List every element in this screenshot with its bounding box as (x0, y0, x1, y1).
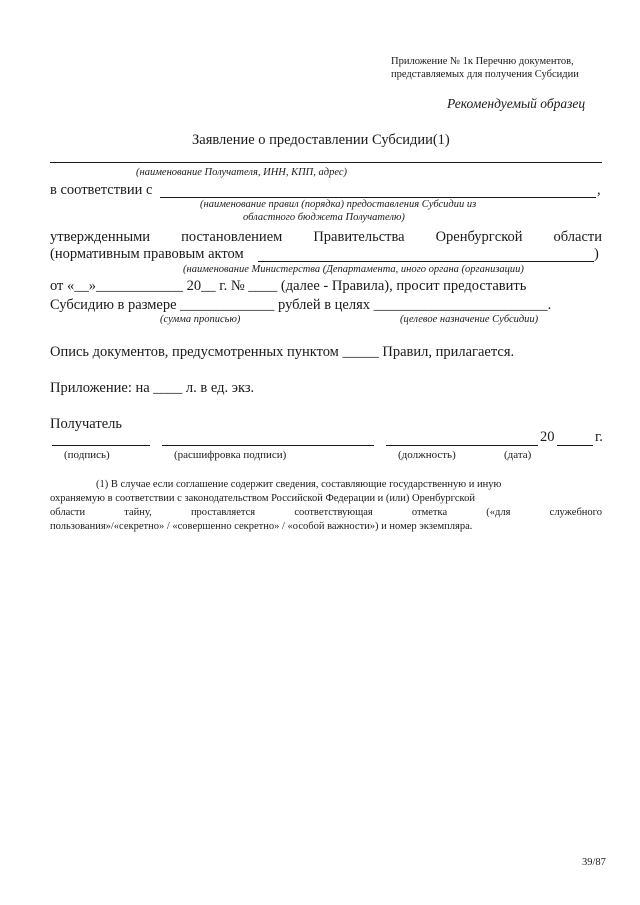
document-title: Заявление о предоставлении Субсидии(1) (192, 132, 450, 148)
date-caption: (дата) (504, 449, 532, 461)
footnote-line4: пользования»/«секретно» / «совершенно секретно» / «особой важности») и номер экземпляра. (50, 521, 473, 532)
year-fill-line (557, 445, 593, 446)
position-caption: (должность) (398, 449, 456, 461)
subsidy-amount-line: Субсидию в размере _____________ рублей в целях ________________________. (50, 297, 552, 313)
decoding-line (162, 445, 374, 446)
position-date-line (386, 445, 538, 446)
recipient-label: Получатель (50, 416, 122, 432)
attachment-line: Приложение: на ____ л. в ед. экз. (50, 380, 255, 396)
ministry-fill-line (258, 261, 594, 262)
in-accordance-label: в соответствии с (50, 182, 153, 198)
approved-word-2: постановлением (181, 229, 283, 245)
signature-line (52, 445, 150, 446)
close-paren: ) (594, 246, 599, 262)
recommended-sample-label: Рекомендуемый образец (447, 96, 586, 111)
recipient-fill-line (50, 162, 602, 163)
page-number: 39/87 (582, 857, 606, 868)
year-suffix: г. (595, 429, 603, 445)
purpose-caption: (целевое назначение Субсидии) (400, 314, 539, 325)
year-prefix: 20 (540, 429, 555, 445)
footnote-word-5: отметка (411, 507, 448, 518)
footnote-word-4: соответствующая (294, 507, 373, 518)
rules-caption-line1: (наименование правил (порядка) предоставления Субсидии из (200, 199, 477, 210)
normative-act-label: (нормативным правовым актом (50, 246, 244, 262)
approved-line (50, 229, 602, 246)
recipient-caption: (наименование Получателя, ИНН, КПП, адрес) (136, 167, 348, 178)
footnote-word-2: тайну, (124, 507, 152, 518)
approved-word-3: Правительства (313, 229, 405, 245)
footnote-line3 (50, 506, 602, 520)
footnote-line2: охраняемую в соответствии с законодательством Российской Федерации и (или) Оренбургской (50, 493, 475, 504)
inventory-line: Опись документов, предусмотренных пунктом _____ Правил, прилагается. (50, 344, 515, 360)
rules-fill-line (160, 197, 596, 198)
date-number-line: от «__»____________ 20__ г. № ____ (далее - Правила), просит предоставить (50, 278, 527, 294)
comma: , (597, 182, 601, 198)
approved-word-4: Оренбургской (435, 229, 523, 245)
approved-word-1: утвержденными (50, 229, 151, 245)
footnote-word-7: служебного (549, 507, 602, 518)
rules-caption-line2: областного бюджета Получателю) (243, 212, 405, 223)
signature-caption: (подпись) (64, 449, 110, 461)
footnote-line1: (1) В случае если соглашение содержит сведения, составляющие государственную и иную (96, 479, 502, 490)
footnote-word-3: проставляется (190, 507, 256, 518)
amount-in-words-caption: (сумма прописью) (160, 314, 241, 325)
approved-word-5: области (553, 229, 602, 245)
annex-reference-line1: Приложение № 1к Перечню документов, (391, 56, 574, 67)
decoding-caption: (расшифровка подписи) (174, 449, 287, 461)
footnote-word-1: области (50, 507, 86, 518)
footnote-word-6: («для (486, 507, 511, 518)
annex-reference-line2: представляемых для получения Субсидии (391, 69, 579, 80)
ministry-caption: (наименование Министерства (Департамента, иного органа (организации) (183, 264, 524, 275)
